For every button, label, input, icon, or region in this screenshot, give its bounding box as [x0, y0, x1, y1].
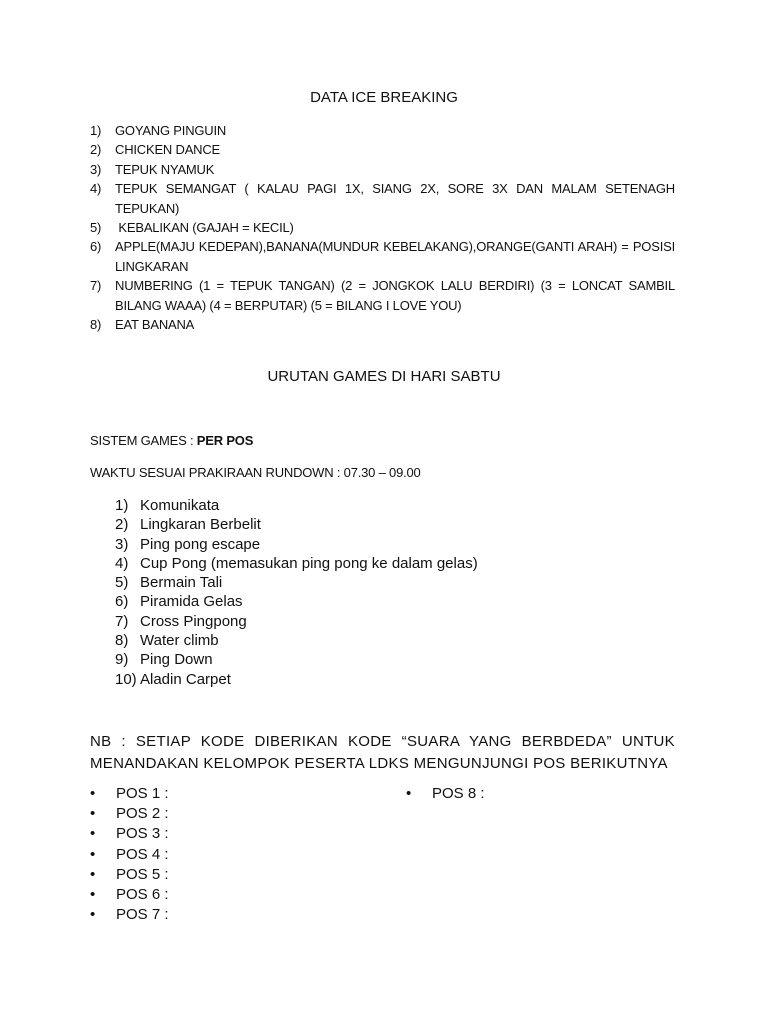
pos-item: • POS 2 : — [90, 804, 169, 824]
item-number: 8) — [90, 317, 102, 333]
list-item — [115, 496, 535, 515]
list-item — [90, 160, 675, 179]
item-text: EAT BANANA — [115, 317, 195, 333]
item-text: Bermain Tali — [140, 574, 223, 592]
item-number: 6) — [115, 593, 129, 611]
item-text: APPLE(MAJU KEDEPAN),BANANA(MUNDUR KEBELAKANG),ORANGE(GANTI ARAH) = POSISI LINGKARAN — [115, 239, 675, 274]
sistem-value: PER POS — [196, 433, 254, 448]
list-item — [90, 315, 675, 334]
item-number: 9) — [115, 651, 129, 669]
item-number: 3) — [90, 161, 102, 177]
games-list — [115, 496, 535, 689]
list-item — [90, 121, 675, 140]
item-text: Ping pong escape — [140, 535, 261, 553]
item-number: 8) — [115, 632, 129, 650]
item-number: 1) — [115, 497, 129, 514]
item-text: Komunikata — [140, 497, 220, 514]
item-text: NUMBERING (1 = TEPUK TANGAN) (2 = JONGKOK LALU BERDIRI) (3 = LONCAT SAMBIL BILANG WAAA) (4 = BERPUTAR) (5 = BILANG I LOVE YOU) — [115, 278, 675, 313]
list-item — [115, 515, 535, 534]
item-number: 10) — [115, 670, 137, 688]
pos-item: • POS 5 : — [90, 865, 169, 885]
list-item — [90, 179, 675, 218]
waktu-line: WAKTU SESUAI PRAKIRAAN RUNDOWN : 07.30 – 09.00 — [90, 465, 421, 480]
item-number: 5) — [90, 220, 102, 236]
item-text: TEPUK SEMANGAT ( KALAU PAGI 1X, SIANG 2X, SORE 3X DAN MALAM SETENAGH TEPUKAN) — [115, 181, 675, 216]
item-number: 4) — [115, 554, 129, 572]
list-item — [115, 650, 535, 669]
pos-item: • POS 7 : — [90, 905, 169, 925]
item-text: Aladin Carpet — [140, 670, 231, 688]
list-item — [90, 237, 675, 276]
list-item — [90, 218, 675, 237]
pos-item: • POS 6 : — [90, 885, 169, 905]
item-text: Water climb — [140, 632, 219, 650]
item-number: 4) — [90, 181, 102, 197]
item-text: TEPUK NYAMUK — [115, 161, 215, 177]
pos-list-left — [90, 784, 169, 925]
item-text: KEBALIKAN (GAJAH = KECIL) — [115, 220, 294, 236]
title-urutan-games: URUTAN GAMES DI HARI SABTU — [267, 368, 501, 385]
list-item — [115, 592, 535, 611]
item-number: 3) — [115, 535, 129, 553]
list-item — [115, 670, 535, 689]
list-item — [115, 573, 535, 592]
list-item — [115, 554, 535, 573]
item-text: Cup Pong (memasukan ping pong ke dalam gelas) — [140, 554, 478, 572]
item-number: 7) — [115, 612, 129, 630]
item-text: Ping Down — [140, 651, 213, 669]
item-text: GOYANG PINGUIN — [115, 123, 227, 138]
list-item — [90, 140, 675, 159]
pos-item: • POS 3 : — [90, 824, 169, 844]
pos-list-right — [406, 784, 485, 804]
item-number: 1) — [90, 123, 102, 138]
item-text: Cross Pingpong — [140, 612, 247, 630]
pos-item: • POS 4 : — [90, 845, 169, 865]
item-text: CHICKEN DANCE — [115, 142, 221, 158]
title-ice-breaking: DATA ICE BREAKING — [310, 89, 458, 106]
nb-note: NB : SETIAP KODE DIBERIKAN KODE “SUARA YANG BERBDEDA” UNTUK MENANDAKAN KELOMPOK PESERTA LDKS MENGUNJUNGI POS BERIKUTNYA — [90, 733, 675, 772]
item-text: Piramida Gelas — [140, 593, 243, 611]
item-number: 2) — [115, 516, 129, 534]
sistem-games-line — [90, 433, 253, 448]
item-number: 2) — [90, 142, 102, 158]
list-item — [90, 276, 675, 315]
pos-item: • POS 8 : — [406, 784, 485, 804]
list-item — [115, 612, 535, 631]
sistem-label: SISTEM GAMES : — [90, 433, 197, 448]
item-number: 7) — [90, 278, 102, 294]
list-item — [115, 535, 535, 554]
item-number: 6) — [90, 239, 102, 255]
ice-breaking-list — [90, 121, 675, 334]
item-text: Lingkaran Berbelit — [140, 516, 261, 534]
list-item — [115, 631, 535, 650]
pos-item: • POS 1 : — [90, 784, 169, 804]
item-number: 5) — [115, 574, 129, 592]
